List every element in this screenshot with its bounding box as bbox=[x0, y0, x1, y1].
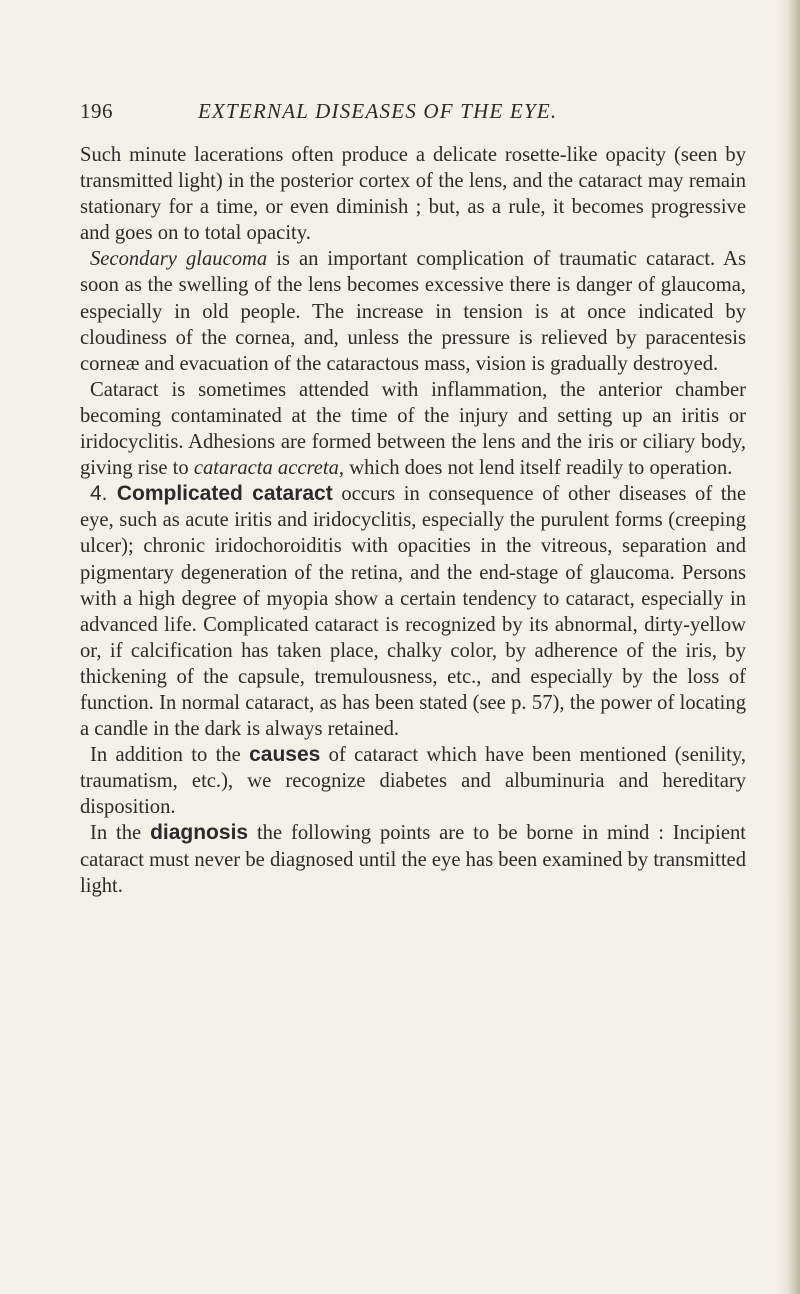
paragraph-text: In addition to the bbox=[90, 744, 250, 767]
diagnosis-heading: diagnosis bbox=[150, 821, 249, 845]
causes-heading: causes bbox=[249, 743, 321, 767]
paragraph-text: Such minute lacerations often produce a delicate rosette-like opacity (seen by transmitted light) in the posterior cortex of the lens, and the cataract may remain stationary for a time, or even diminish ; but, as a rule, it becomes progressive and goes on to total opacity. bbox=[80, 144, 746, 245]
paragraph-text: of cataract which have been mentioned (senility, traumatism, etc.), we recognize diabetes and albuminuria and hereditary disposition. bbox=[80, 744, 746, 819]
paragraph-text: Cataract is sometimes attended with inflammation, the anterior chamber becoming contaminated at the time of the injury and setting up an iritis or iridocyclitis. Adhesions are formed between the lens and the iris or ciliary body, giving rise to bbox=[80, 378, 746, 480]
section-number: 4. bbox=[90, 482, 117, 506]
cataracta-accreta-term: cataracta accreta, bbox=[193, 457, 345, 480]
paragraph-causes bbox=[80, 742, 746, 820]
page-number: 196 bbox=[80, 99, 113, 123]
paragraph-text: is an important complication of traumatic cataract. As soon as the swelling of the lens becomes excessive there is danger of glaucoma, especially in old people. The increase in tension is at once indicated by cloudiness of the cornea, and, unless the pressure is relieved by paracentesis corneæ and evacuation of the cataractous mass, vision is gradually destroyed. bbox=[80, 248, 746, 375]
running-head bbox=[80, 96, 746, 126]
complicated-cataract-heading: Complicated cataract bbox=[116, 482, 333, 506]
paragraph-text: the following points are to be borne in mind : Incipient cataract must never be diagnosed until the eye has been examined by transmitted light. bbox=[80, 822, 746, 897]
paragraph-diagnosis bbox=[80, 820, 746, 898]
book-page bbox=[80, 96, 746, 899]
paragraph-complicated-cataract bbox=[80, 481, 746, 742]
paragraph-secondary-glaucoma bbox=[80, 246, 746, 376]
paragraph-text: In the bbox=[90, 822, 151, 845]
running-title: EXTERNAL DISEASES OF THE EYE. bbox=[198, 99, 558, 123]
secondary-glaucoma-term: Secondary glaucoma bbox=[90, 248, 268, 271]
paragraph-cataract-inflammation bbox=[80, 377, 746, 481]
paragraph-text: occurs in consequence of other diseases of the eye, such as acute iritis and iridocyclitis, especially the purulent forms (creeping ulcer); chronic iridochoroiditis with opacities in the vitreous, separation and pigmentary degeneration of the retina, and the end-stage of glaucoma. Persons with a high degree of myopia show a certain tendency to cataract, especially in advanced life. Complicated cataract is recognized by its abnormal, dirty-yellow or, if calcification has taken place, chalky color, by adherence of the iris, by thickening of the capsule, tremulousness, etc., and especially by the loss of function. In normal cataract, as has been stated (see p. 57), the power of locating a candle in the dark is always retained. bbox=[80, 483, 746, 741]
paragraph-text: which does not lend itself readily to operation. bbox=[344, 457, 733, 480]
page-edge-shadow bbox=[778, 0, 800, 1294]
body-text bbox=[80, 142, 746, 899]
paragraph-laceration-opacity bbox=[80, 142, 746, 246]
